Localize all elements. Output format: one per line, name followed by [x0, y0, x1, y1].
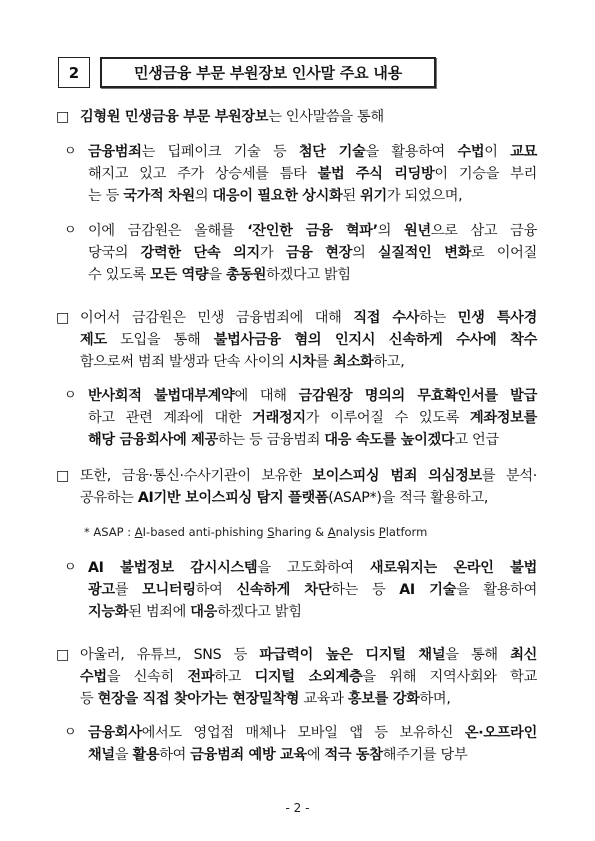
circle-bullet-icon: ㅇ: [64, 388, 77, 403]
text-line: [80, 666, 537, 688]
bold-text: 제도: [80, 332, 107, 348]
text-line: [88, 163, 537, 185]
text-segment: 로 이어질: [471, 245, 537, 261]
text-segment: 는 인사말씀을 통해: [268, 109, 384, 125]
bullet-paragraph: [56, 644, 537, 710]
bold-text: 신속하게 차단: [236, 582, 332, 598]
bold-text: 지능화: [88, 604, 129, 620]
text-segment: 이: [484, 144, 511, 160]
text-segment: 가 이루어질 수 있도록: [305, 410, 470, 426]
bold-text: 거래정지: [252, 410, 306, 426]
bold-text: 파급력이 높은 디지털 채널: [259, 647, 446, 663]
text-segment: 하며,: [419, 691, 451, 707]
bold-text: AI 기술: [399, 582, 457, 598]
bold-text: 대응 속도를 높이겠다: [324, 432, 455, 448]
text-segment: 해주기를 당부: [382, 747, 468, 763]
bold-text: 금융범죄 예방 교육: [190, 747, 307, 763]
bold-text: 민생 특사경: [457, 310, 537, 326]
text-segment: 에: [306, 747, 325, 763]
text-segment: 을 활용하여: [456, 582, 537, 598]
circle-bullet-icon: ㅇ: [64, 223, 77, 238]
text-line: [80, 106, 537, 128]
paragraph-text: [88, 722, 537, 766]
text-segment: 의: [352, 245, 378, 261]
bold-text: 적극 동참: [324, 747, 383, 763]
bold-text: 최소화: [333, 354, 374, 370]
bold-text: 실질적인 변화: [377, 245, 472, 261]
bold-text: 모니터링: [142, 582, 196, 598]
text-line: [88, 407, 537, 429]
text-segment: 이에 금감원은 올해를: [88, 223, 248, 239]
bullet-paragraph: [56, 106, 537, 128]
footnote-text: I-based anti-phishing: [142, 525, 268, 539]
circle-bullet-icon: ㅇ: [64, 144, 77, 159]
footnote-text: nalysis: [335, 525, 379, 539]
bold-text: 광고: [88, 582, 115, 598]
text-segment: 을: [114, 747, 133, 763]
bold-text: 금융범죄: [88, 144, 142, 160]
bold-text: 수법: [457, 144, 485, 160]
text-segment: 도입을 통해: [106, 332, 214, 348]
text-segment: 가: [259, 245, 286, 261]
bold-text: 현장을 직접 찾아가는 현장밀착형: [97, 691, 300, 707]
underlined-letter: S: [267, 525, 275, 539]
square-bullet-icon: □: [56, 468, 70, 484]
text-segment: 또한, 금융·통신·수사기관이 보유한: [80, 468, 313, 484]
bold-text: 보이스피싱 범죄 의심정보: [312, 468, 482, 484]
text-line: [88, 722, 537, 744]
bold-text: 위기: [360, 188, 387, 204]
bold-text: 반사회적 불법대부계약: [88, 388, 235, 404]
text-segment: 하겠다고 밝힘: [266, 267, 351, 283]
text-line: [88, 744, 537, 766]
bold-text: 수법: [80, 669, 107, 685]
text-line: [88, 385, 537, 407]
square-bullet-icon: □: [56, 647, 70, 663]
section-number-badge: 2: [58, 57, 90, 88]
text-segment: 하겠다고 밝힘: [217, 604, 302, 620]
bold-text: 금감원장 명의의 무효확인서를 발급: [298, 388, 537, 404]
text-segment: 가 되었으며,: [386, 188, 463, 204]
text-segment: 을 통해: [445, 647, 511, 663]
text-segment: 하여: [159, 747, 191, 763]
text-segment: 에서도 영업점 매체나 모바일 앱 등 보유하신: [141, 725, 465, 741]
text-segment: 를 분석·: [481, 468, 538, 484]
bold-text: 김형원 민생금융 부문 부원장보: [80, 109, 269, 125]
paragraph-text: [80, 465, 537, 509]
bold-text: 계좌정보를: [469, 410, 537, 426]
text-line: [88, 264, 537, 286]
text-segment: 아울러, 유튜브, SNS 등: [80, 647, 260, 663]
text-line: [88, 220, 537, 242]
bullet-paragraph: [56, 307, 537, 373]
footnote-text: haring &: [274, 525, 328, 539]
text-segment: 교육과: [299, 691, 348, 707]
sub-bullet-paragraph: [64, 385, 537, 451]
text-segment: 의: [194, 188, 213, 204]
text-segment: 의: [377, 223, 405, 239]
text-line: [88, 579, 537, 601]
bold-text: 금융 현장: [285, 245, 353, 261]
bold-text: 최신: [510, 647, 537, 663]
text-segment: 을 위해 지역사회와 학교: [362, 669, 537, 685]
text-segment: 하는 등: [331, 582, 400, 598]
text-line: [80, 688, 537, 710]
text-segment: 을 신속히: [106, 669, 188, 685]
bold-text: 모든 역량: [150, 267, 209, 283]
square-bullet-icon: □: [56, 109, 70, 125]
bold-text: 대응: [190, 604, 218, 620]
underlined-letter: A: [134, 525, 143, 539]
paragraph-text: [80, 644, 537, 710]
bold-text: ‘잔인한 금융 혁파’: [247, 223, 378, 239]
bold-text: 강력한 단속 의지: [140, 245, 260, 261]
bold-text: 교묘: [510, 144, 537, 160]
text-line: [80, 487, 537, 509]
bold-text: 새로워지는 온라인 불법: [369, 560, 537, 576]
text-segment: 당국의: [88, 245, 141, 261]
text-line: [80, 644, 537, 666]
text-segment: 으로 삼고 금융: [430, 223, 537, 239]
text-line: [80, 307, 537, 329]
paragraph-text: [88, 557, 537, 623]
text-segment: 하여: [195, 582, 237, 598]
text-segment: 등: [80, 691, 98, 707]
bold-text: 대응이 필요한 상시화: [212, 188, 343, 204]
paragraph-text: [80, 106, 537, 128]
text-segment: 하고,: [373, 354, 405, 370]
bold-text: AI기반 보이스피싱 탐지 플랫폼: [137, 490, 329, 506]
bold-text: 활용: [132, 747, 160, 763]
text-line: [80, 465, 537, 487]
text-segment: 을 활용하여: [365, 144, 458, 160]
text-segment: 를: [315, 354, 334, 370]
text-segment: 는 딥페이크 기술 등: [141, 144, 299, 160]
text-line: [80, 329, 537, 351]
page-number: - 2 -: [285, 801, 310, 815]
bold-text: 국가적 차원: [123, 188, 195, 204]
text-segment: 된: [342, 188, 361, 204]
bold-text: 원년: [404, 223, 431, 239]
text-segment: 하고 관련 계좌에 대한: [88, 410, 253, 426]
text-segment: 하는: [419, 310, 458, 326]
circle-bullet-icon: ㅇ: [64, 725, 77, 740]
bold-text: 금융회사: [88, 725, 142, 741]
text-segment: 에 대해: [234, 388, 299, 404]
sub-bullet-paragraph: [64, 557, 537, 623]
text-segment: 고 언급: [454, 432, 499, 448]
text-line: [88, 141, 537, 163]
bold-text: 총동원: [225, 267, 267, 283]
sub-bullet-paragraph: [64, 220, 537, 286]
bold-text: 시차: [288, 354, 316, 370]
text-segment: 해지고 있고 주가 상승세를 틈타: [88, 166, 318, 182]
circle-bullet-icon: ㅇ: [64, 560, 77, 575]
underlined-letter: A: [327, 525, 336, 539]
text-segment: 하는 등 금융범죄: [217, 432, 325, 448]
bold-text: 전파: [187, 669, 215, 685]
text-segment: 이어서 금감원은 민생 금융범죄에 대해: [80, 310, 354, 326]
underlined-letter: P: [378, 525, 386, 539]
text-segment: 된 범죄에: [128, 604, 191, 620]
bold-text: 불법사금융 혐의 인지시 신속하게 수사에 착수: [213, 332, 537, 348]
sub-bullet-paragraph: [64, 722, 537, 766]
text-segment: 공유하는: [80, 490, 138, 506]
bold-text: 해당 금융회사에 제공: [88, 432, 218, 448]
bold-text: 디지털 소외계층: [254, 669, 363, 685]
bold-text: 불법 주식 리딩방: [317, 166, 435, 182]
footnote-text: latform: [385, 525, 428, 539]
footnote: [84, 524, 427, 540]
bold-text: 직접 수사: [353, 310, 420, 326]
text-segment: 을 고도화하여: [257, 560, 370, 576]
text-line: [88, 557, 537, 579]
text-segment: 함으로써 범죄 발생과 단속 사이의: [80, 354, 289, 370]
bold-text: 첨단 기술: [298, 144, 366, 160]
text-segment: 을: [208, 267, 226, 283]
footnote-text: * ASAP :: [84, 525, 135, 539]
text-segment: 를: [114, 582, 143, 598]
paragraph-text: [88, 385, 537, 451]
sub-bullet-paragraph: [64, 141, 537, 207]
text-segment: 이 기승을 부리: [434, 166, 537, 182]
text-line: [88, 429, 537, 451]
paragraph-text: [80, 307, 537, 373]
paragraph-text: [88, 141, 537, 207]
paragraph-text: [88, 220, 537, 286]
section-title: 민생금융 부문 부원장보 인사말 주요 내용: [100, 57, 436, 88]
text-segment: (ASAP*)을 적극 활용하고,: [328, 490, 489, 506]
text-segment: 수 있도록: [88, 267, 151, 283]
text-line: [88, 242, 537, 264]
square-bullet-icon: □: [56, 310, 70, 326]
text-line: [88, 185, 537, 207]
bold-text: AI 불법정보 감시시스템: [88, 560, 258, 576]
bullet-paragraph: [56, 465, 537, 509]
text-line: [80, 351, 537, 373]
text-segment: 는 등: [88, 188, 124, 204]
text-segment: 하고: [214, 669, 255, 685]
bold-text: 홍보를 강화: [347, 691, 420, 707]
bold-text: 온·오프라인: [464, 725, 537, 741]
bold-text: 채널: [88, 747, 115, 763]
text-line: [88, 601, 537, 623]
